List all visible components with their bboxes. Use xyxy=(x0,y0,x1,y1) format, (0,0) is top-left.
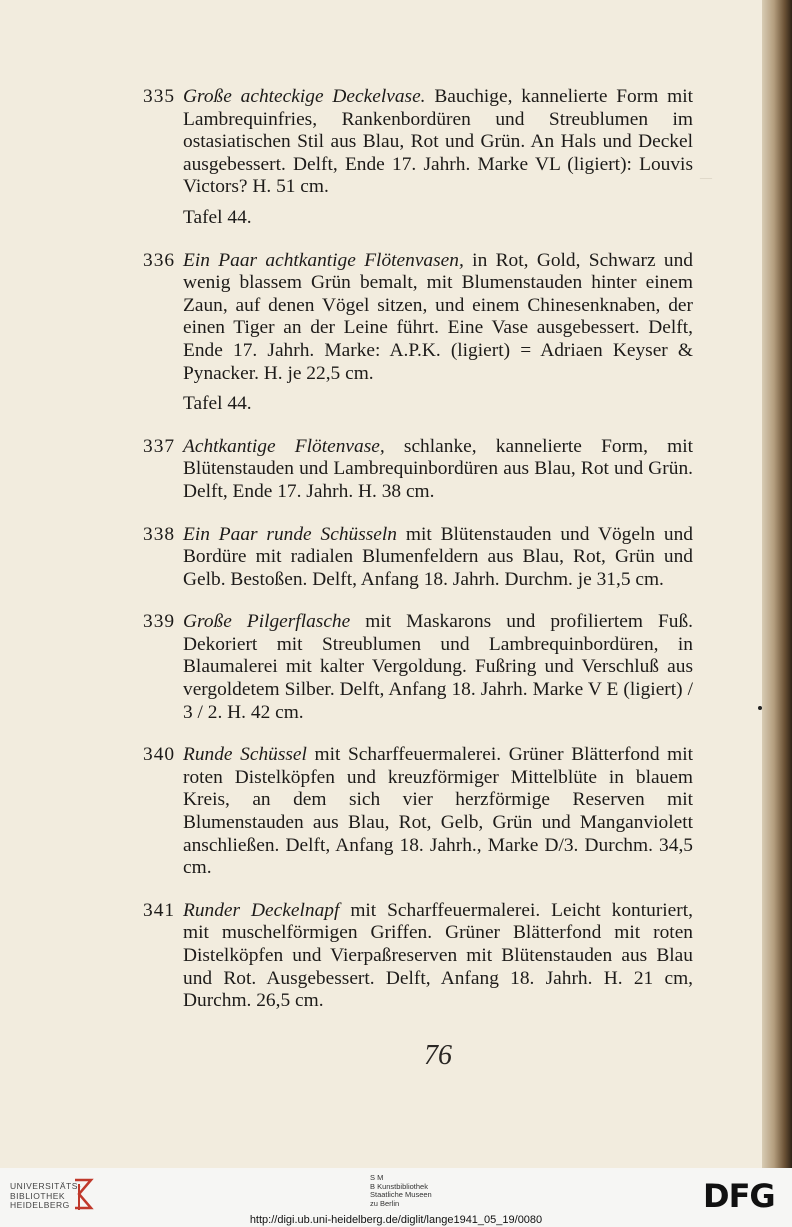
entry-number: 337 xyxy=(143,435,176,457)
entry-title: Große achteckige Deckelvase. xyxy=(183,86,426,107)
catalog-entry xyxy=(143,611,693,724)
entry-body xyxy=(183,250,693,386)
catalog-entries xyxy=(143,86,693,1033)
entry-plate: Tafel 44. xyxy=(183,206,252,228)
entry-body xyxy=(183,524,693,592)
catalog-entry xyxy=(143,436,693,504)
entry-text: schlanke, kannelierte Form, mit Blütenstauden und Lambrequinbordüren aus Blau, Rot und Grün. Delft, Ende 17. Jahrh. H. 38 cm. xyxy=(183,435,694,502)
library-logo-text: UNIVERSITÄTS- BIBLIOTHEK HEIDELBERG xyxy=(10,1181,82,1210)
entry-body xyxy=(183,436,693,504)
page-edge xyxy=(762,0,792,1168)
entry-title: Ein Paar achtkantige Flötenvasen, xyxy=(183,249,464,271)
entry-text: Bauchige, kannelierte Form mit Lambrequinfries, Rankenbordüren und Streublumen im ostasiatischen Stil aus Blau, Rot und Grün. An Hals und Deckel ausgebessert. Delft, Ende 17. Jahrh. Marke VL (ligiert): Louvis Victors? H. 51 cm. xyxy=(183,86,693,198)
source-url[interactable]: http://digi.ub.uni-heidelberg.de/diglit/lange1941_05_19/0080 xyxy=(249,1214,543,1226)
catalog-entry xyxy=(143,250,693,416)
entry-text: mit Blütenstauden und Vögeln und Bordüre mit radialen Blumenfeldern aus Blau, Rot, Grün und Gelb. Bestoßen. Delft, Anfang 18. Jahrh. Durchm. je 31,5 cm. xyxy=(183,523,693,590)
catalog-entry xyxy=(143,86,693,230)
show-through: — xyxy=(700,170,712,184)
entry-text: mit Maskarons und profiliertem Fuß. Dekoriert mit Streublumen und Lambrequinbordüren, in Blaumalerei mit kalter Vergoldung. Fußring und Verschluß aus vergoldetem Silber. Delft, Anfang 18. Jahrh. Marke V E (ligiert) / 3 / 2. H. 42 cm. xyxy=(183,611,693,723)
entry-number: 339 xyxy=(143,611,176,633)
entry-plate: Tafel 44. xyxy=(183,393,252,415)
entry-number: 335 xyxy=(143,86,176,107)
library-logo-icon xyxy=(71,1178,95,1212)
entry-body xyxy=(183,744,693,880)
entry-text: mit Scharffeuermalerei. Grüner Blätterfond mit roten Distelköpfen und kreuzförmiger Mittelblüte in blauem Kreis, an dem sich vier herzförmige Reserven mit Blumenstauden aus Blau, Rot, Gelb, Grün und Manganviolett anschließen. Delft, Anfang 18. Jahrh., Marke D/3. Durchm. 34,5 cm. xyxy=(183,744,693,879)
library-stamp: S M B Kunstbibliothek Staatliche Museen zu Berlin xyxy=(370,1173,432,1208)
entry-title: Ein Paar runde Schüsseln xyxy=(183,523,397,545)
entry-body xyxy=(183,611,693,724)
entry-number: 340 xyxy=(143,744,176,766)
entry-number: 338 xyxy=(143,523,176,545)
entry-text: in Rot, Gold, Schwarz und wenig blassem Grün bemalt, mit Blumenstauden hinter einem Zaun, auf denen Vögel sitzen, und einem Chinesenknaben, der einen Tiger an der Leine führt. Eine Vase ausgebessert. Delft, Ende 17. Jahrh. Marke: A.P.K. (ligiert) = Adriaen Keyser & Pynacker. H. je 22,5 cm. xyxy=(183,249,693,384)
entry-body xyxy=(183,900,693,1013)
entry-number: 341 xyxy=(143,899,176,921)
entry-title: Runde Schüssel xyxy=(183,744,307,766)
catalog-entry xyxy=(143,900,693,1013)
catalog-entry xyxy=(143,744,693,880)
entry-number: 336 xyxy=(143,249,176,271)
entry-title: Runder Deckelnapf xyxy=(183,899,340,921)
entry-title: Achtkantige Flötenvase, xyxy=(183,435,385,457)
margin-dot xyxy=(758,706,762,710)
catalog-entry xyxy=(143,524,693,592)
entry-text: mit Scharffeuermalerei. Leicht konturiert, mit muschelförmigen Griffen. Grüner Blätterfond mit roten Distelköpfen und Vierpaßreserven mit Blütenstauden aus Blau und Rot. Ausgebessert. Delft, Anfang 18. Jahrh. H. 21 cm, Durchm. 26,5 cm. xyxy=(183,899,693,1012)
dfg-logo: DFG xyxy=(703,1177,775,1215)
page-number: 76 xyxy=(424,1040,452,1071)
entry-body xyxy=(183,86,693,199)
entry-title: Große Pilgerflasche xyxy=(183,611,351,633)
